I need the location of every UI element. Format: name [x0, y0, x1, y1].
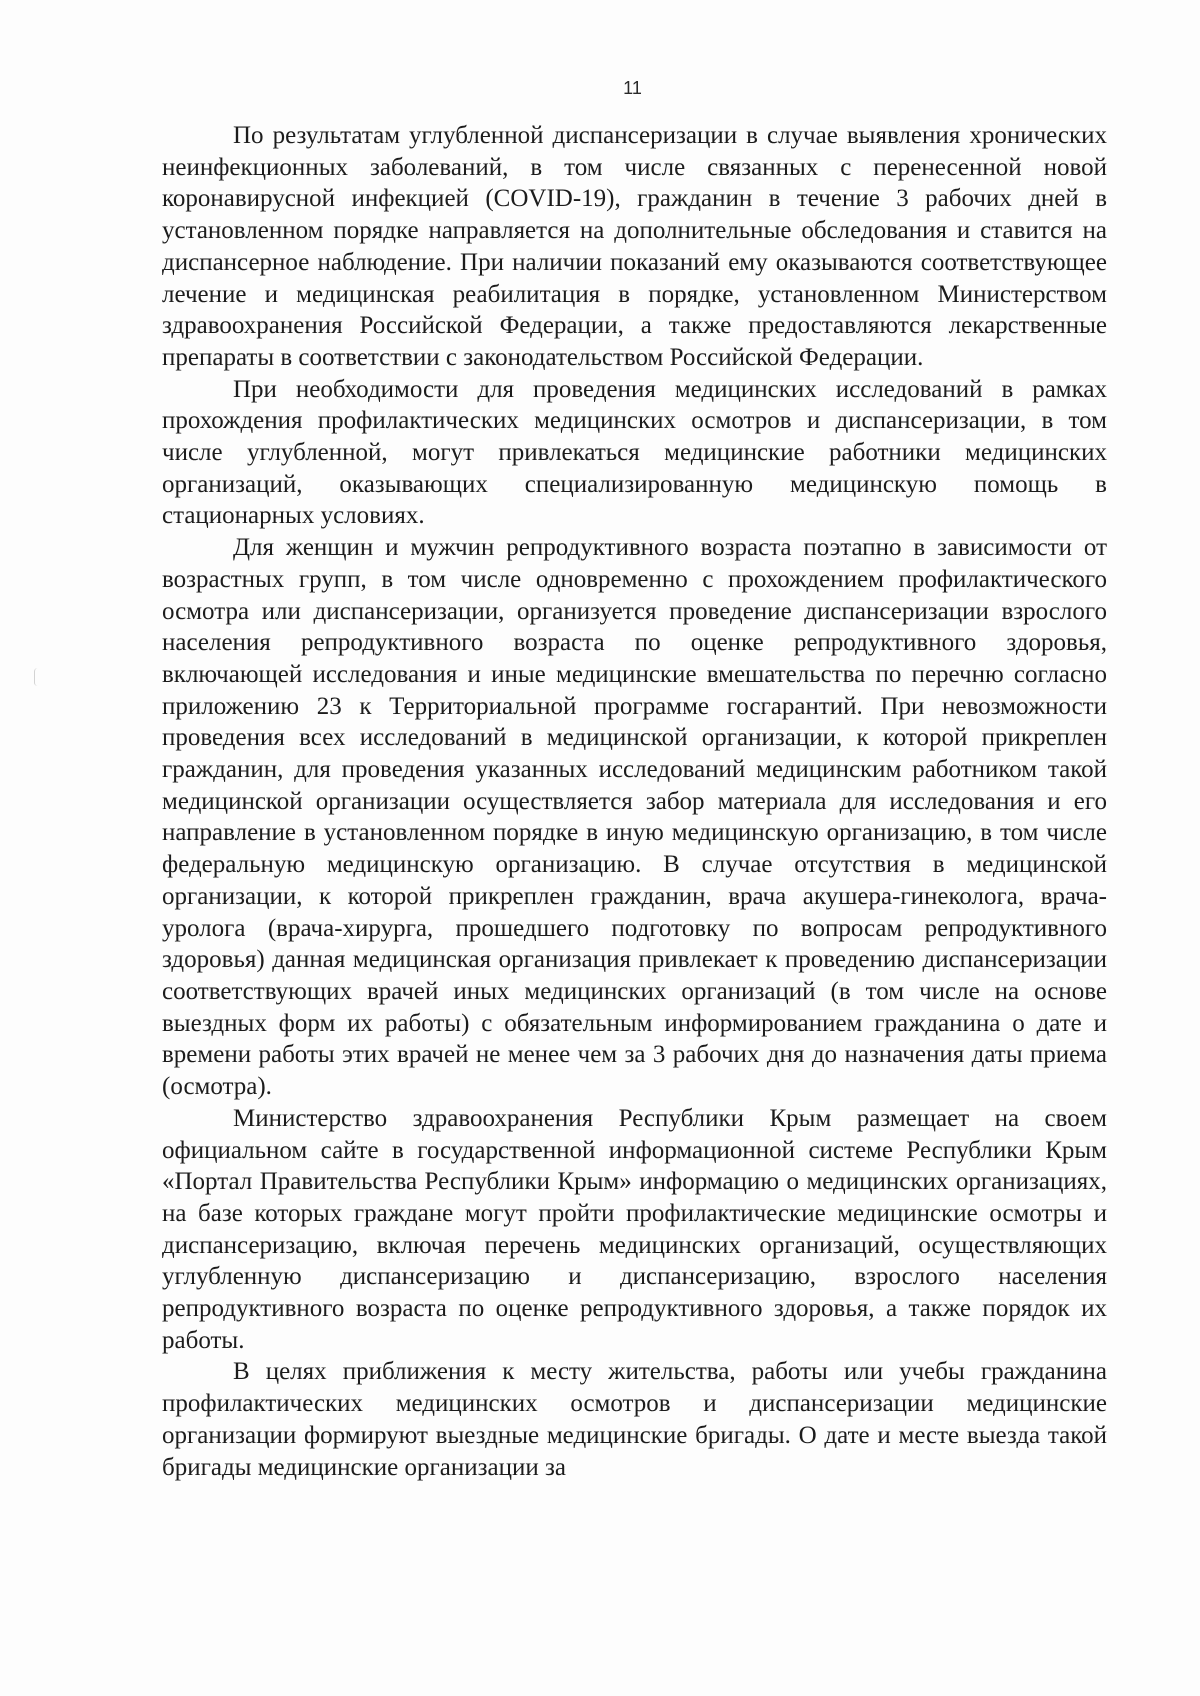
paragraph-ministry-portal: Министерство здравоохранения Республики Крым размещает на своем официальном сайте в государственной информационной системе Республики Крым «Портал Правительства Республики Крым» информацию о медицинских организациях, на базе которых граждане могут пройти профилактические медицинские осмотры и диспансеризацию, включая перечень медицинских организаций, осуществляющих углубленную диспансеризацию и диспансеризацию, взрослого населения репродуктивного возраста по оценке репродуктивного здоровья, а также порядок их работы. — [162, 1104, 1107, 1354]
paragraph-covid-followup: По результатам углубленной диспансеризации в случае выявления хронических неинфекционных заболеваний, в том числе связанных с перенесенной новой коронавирусной инфекцией (COVID-19), гражданин в течение 3 рабочих дней в установленном порядке направляется на дополнительные обследования и ставится на диспансерное наблюдение. При наличии показаний ему оказываются соответствующее лечение и медицинская реабилитация в порядке, установленном Министерством здравоохранения Российской Федерации, а также предоставляются лекарственные препараты в соответствии с законодательством Российской Федерации. — [162, 122, 1107, 371]
scan-artifact — [34, 668, 41, 686]
page-number: 11 — [623, 78, 642, 98]
paragraph-reproductive-health: Для женщин и мужчин репродуктивного возраста поэтапно в зависимости от возрастных групп, в том числе одновременно с прохождением профилактического осмотра или диспансеризации, организуется проведение диспансеризации взрослого населения репродуктивного возраста по оценке репродуктивного здоровья, включающей исследования и иные медицинские вмешательства по перечню согласно приложению 23 к Территориальной программе госгарантий. При невозможности проведения всех исследований в медицинской организации, к которой прикреплен гражданин, для проведения указанных исследований медицинским работником такой медицинской организации осуществляется забор материала для исследования и его направление в установленном порядке в иную медицинскую организацию, в том числе федеральную медицинскую организацию. В случае отсутствия в медицинской организации, к которой прикреплен гражданин, врача акушера-гинеколога, врача-уролога (врача-хирурга, прошедшего подготовку по вопросам репродуктивного здоровья) данная медицинская организация привлекает к проведению диспансеризации соответствующих врачей иных медицинских организаций (в том числе на основе выездных форм их работы) с обязательным информированием гражданина о дате и времени работы этих врачей не менее чем за 3 рабочих дня до назначения даты приема (осмотра). — [162, 534, 1107, 1101]
paragraph-mobile-teams: В целях приближения к месту жительства, работы или учебы гражданина профилактических медицинских осмотров и диспансеризации медицинские организации формируют выездные медицинские бригады. О дате и месте выезда такой бригады медицинские организации за — [162, 1358, 1107, 1481]
document-body — [162, 120, 1107, 1483]
paragraph-medical-staff: При необходимости для проведения медицинских исследований в рамках прохождения профилактических медицинских осмотров и диспансеризации, в том числе углубленной, могут привлекаться медицинские работники медицинских организаций, оказывающих специализированную медицинскую помощь в стационарных условиях. — [162, 375, 1107, 530]
